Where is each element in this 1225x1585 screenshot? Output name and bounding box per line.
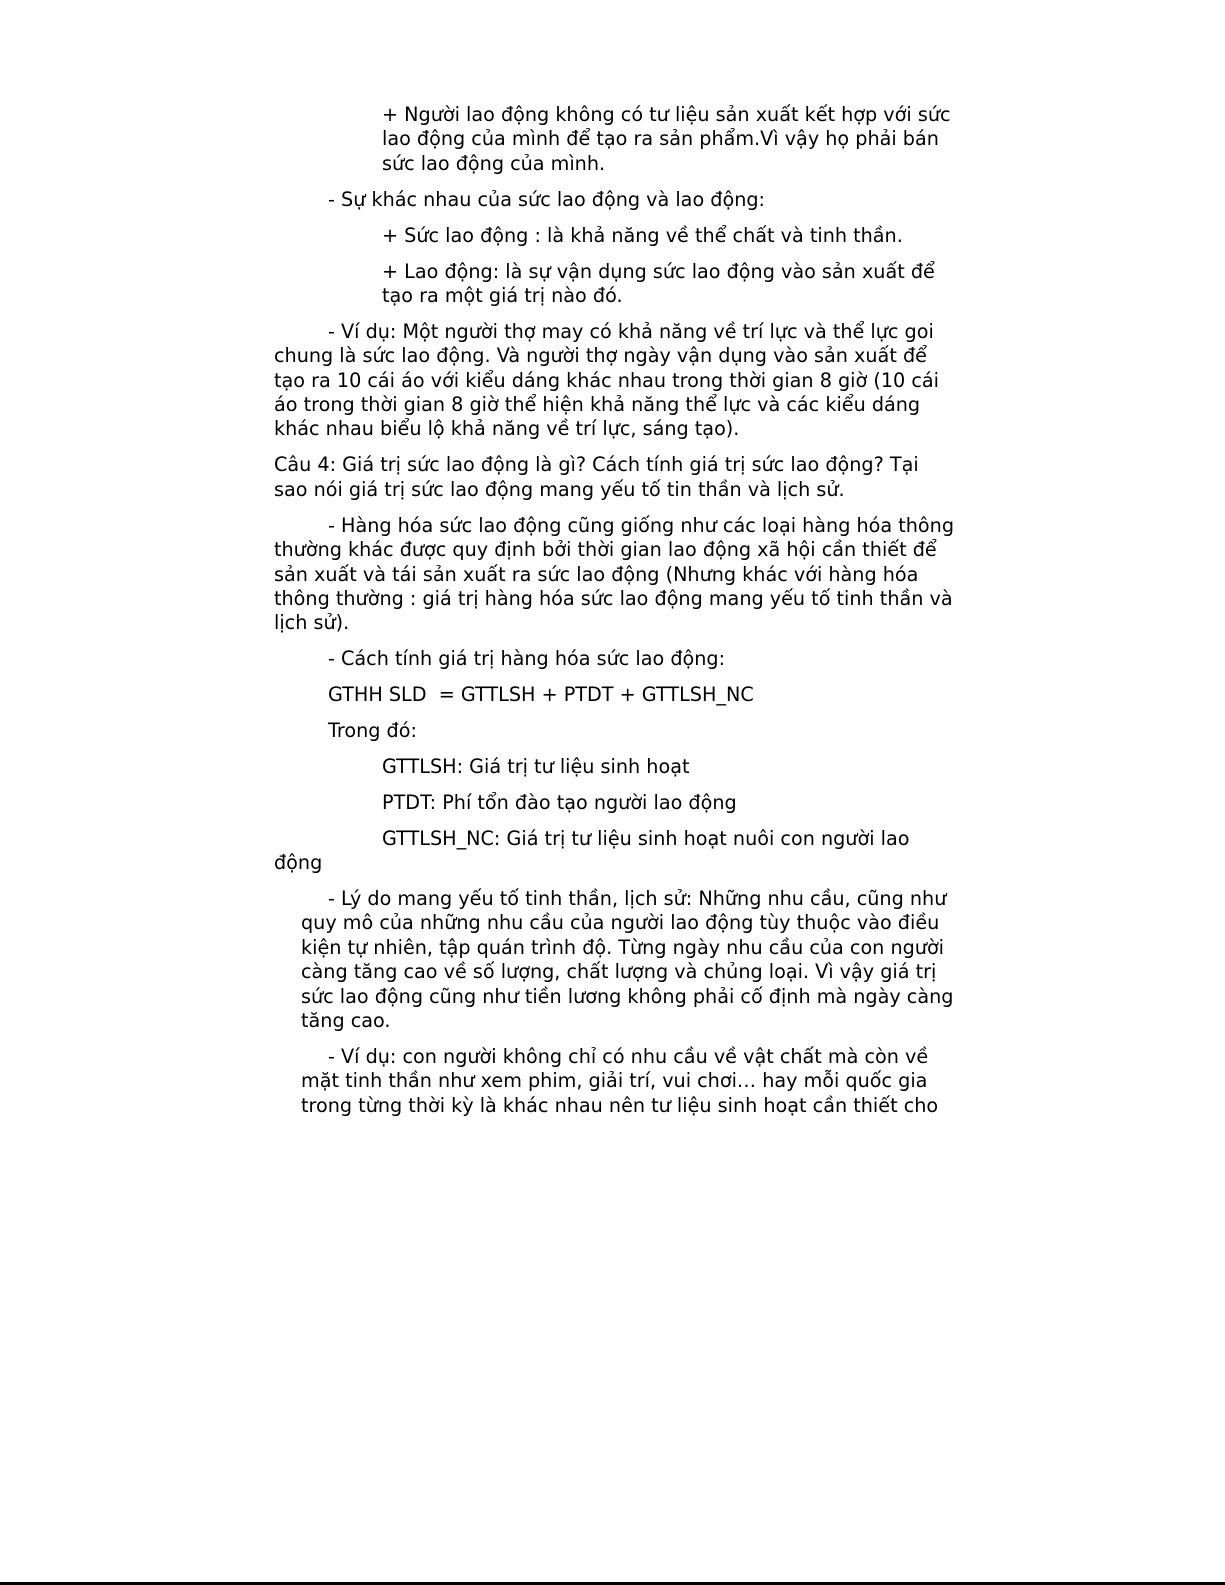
paragraph-labor-definition: + Lao động: là sự vận dụng sức lao động vào sản xuất để tạo ra một giá trị nào đó.	[382, 259, 935, 307]
paragraph-worker-no-means: + Người lao động không có tư liệu sản xuất kết hợp với sức lao động của mình để tạo ra sản phẩm.Vì vậy họ phải bán sức lao động của mình.	[382, 103, 951, 175]
paragraph-reason-spiritual-historical: - Lý do mang yếu tố tinh thần, lịch sử: Những nhu cầu, cũng như quy mô của những nhu cầu của người lao động tùy thuộc vào điều kiện tự nhiên, tập quán trình độ. Từng ngày nhu cầu của con người càng tăng cao về số lượng, chất lượng và chủng loại. Vì vậy giá trị sức lao động cũng như tiền lương không phải cố định mà ngày càng tăng cao.	[301, 887, 954, 1033]
paragraph-difference-heading: - Sự khác nhau của sức lao động và lao động:	[328, 187, 766, 211]
formula-line: GTHH SLD = GTTLSH + PTDT + GTTLSH_NC	[328, 683, 754, 707]
paragraph-example-needs: - Ví dụ: con người không chỉ có nhu cầu về vật chất mà còn về mặt tinh thần như xem phim, giải trí, vui chơi… hay mỗi quốc gia trong từng thời kỳ là khác nhau nên tư liệu sinh hoạt cần thiết cho	[301, 1045, 939, 1117]
definition-gttlsh: GTTLSH: Giá trị tư liệu sinh hoạt	[382, 754, 690, 778]
paragraph-commodity-value: - Hàng hóa sức lao động cũng giống như các loại hàng hóa thông thường khác được quy định bởi thời gian lao động xã hội cần thiết để sản xuất và tái sản xuất ra sức lao động (Nhưng khác với hàng hóa thông thường : giá trị hàng hóa sức lao động mang yếu tố tinh thần và lịch sử).	[274, 513, 955, 635]
paragraph-calculation-heading: - Cách tính giá trị hàng hóa sức lao động:	[328, 647, 726, 671]
definition-ptdt: PTDT: Phí tổn đào tạo người lao động	[382, 790, 737, 814]
document-body	[274, 103, 954, 1130]
paragraph-labor-power-definition: + Sức lao động : là khả năng về thể chất và tinh thần.	[382, 223, 903, 247]
paragraph-tailor-example: - Ví dụ: Một người thợ may có khả năng về trí lực và thể lực goi chung là sức lao động. Và người thợ ngày vận dụng vào sản xuất để tạo ra 10 cái áo với kiểu dáng khác nhau trong thời gian 8 giờ (10 cái áo trong thời gian 8 giờ thể hiện khả năng thể lực và các kiểu dáng khác nhau biểu lộ khả năng về trí lực, sáng tạo).	[274, 319, 939, 441]
question-4-heading: Câu 4: Giá trị sức lao động là gì? Cách tính giá trị sức lao động? Tại sao nói giá trị sức lao động mang yếu tố tin thần và lịch sử.	[274, 453, 919, 501]
paragraph-where: Trong đó:	[328, 719, 417, 743]
definition-gttlsh-nc: GTTLSH_NC: Giá trị tư liệu sinh hoạt nuôi con người lao động	[274, 826, 910, 875]
